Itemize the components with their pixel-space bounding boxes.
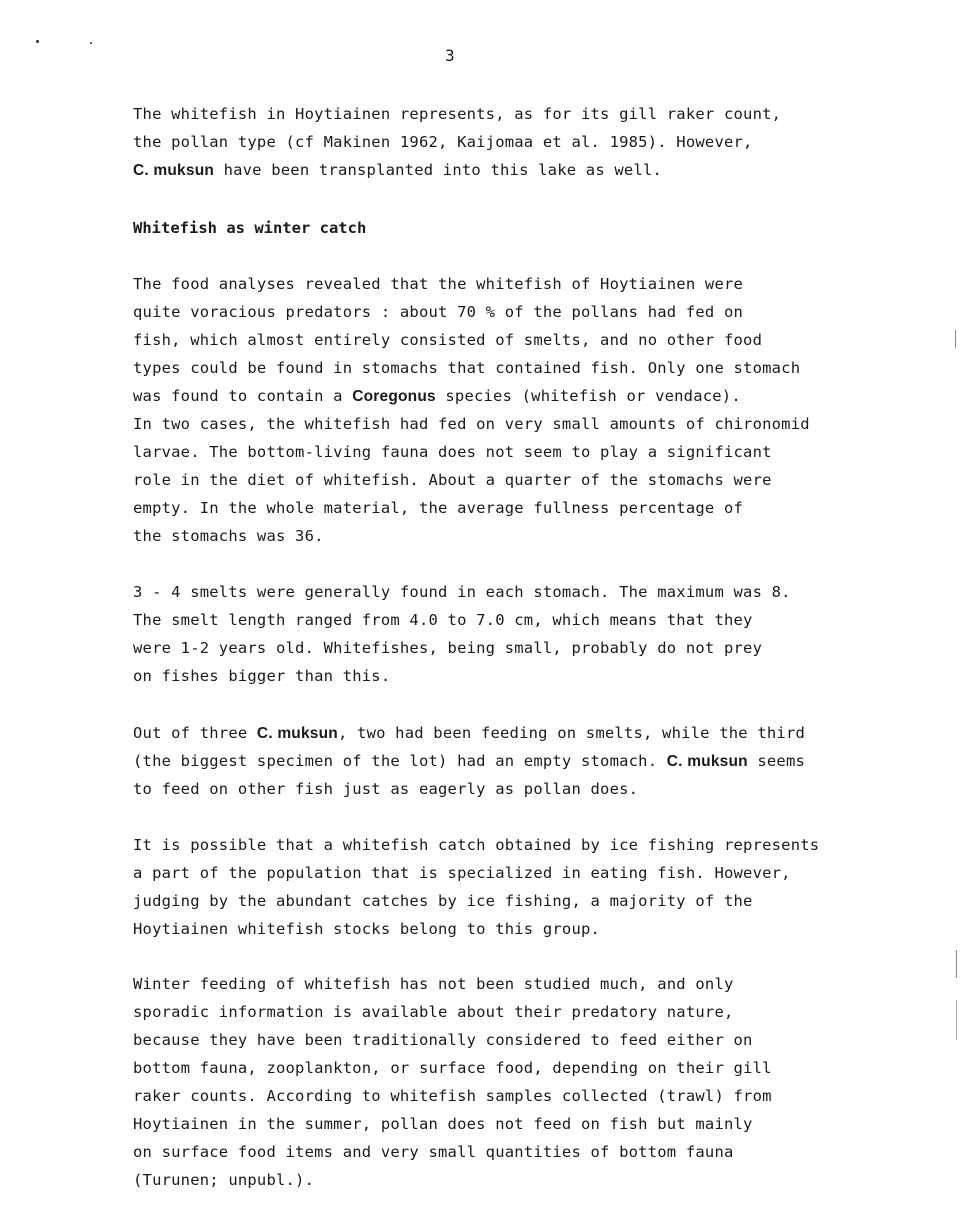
species-name: C. muksun (133, 162, 215, 179)
text-line (133, 494, 853, 522)
text-line (133, 522, 853, 550)
text-line (133, 1054, 853, 1082)
smelts-paragraph (133, 578, 853, 690)
text-run: The whitefish in Hoytiainen represents, as for its gill raker count, (133, 105, 782, 123)
text-run: It is possible that a whitefish catch obtained by ice fishing represents (133, 836, 820, 854)
text-run: quite voracious predators : about 70 % of the pollans had fed on (133, 303, 744, 321)
scan-speck (90, 42, 92, 44)
text-run: judging by the abundant catches by ice fishing, a majority of the (133, 892, 753, 910)
text-run: 3 - 4 smelts were generally found in each stomach. The maximum was 8. (133, 583, 791, 601)
text-run: Winter feeding of whitefish has not been studied much, and only (133, 975, 734, 993)
text-run: on surface food items and very small quantities of bottom fauna (133, 1143, 734, 1161)
scan-edge-line (956, 1000, 957, 1040)
text-run: types could be found in stomachs that contained fish. Only one stomach (133, 359, 801, 377)
text-run: The food analyses revealed that the whitefish of Hoytiainen were (133, 275, 744, 293)
text-line (133, 410, 853, 438)
winter-feeding-paragraph (133, 970, 853, 1194)
text-line (133, 100, 853, 128)
text-line (133, 719, 853, 747)
text-line (133, 270, 853, 298)
text-run: were 1-2 years old. Whitefishes, being small, probably do not prey (133, 639, 763, 657)
text-line (133, 775, 853, 803)
text-line (133, 747, 853, 775)
text-run: fish, which almost entirely consisted of smelts, and no other food (133, 331, 763, 349)
text-run: (the biggest specimen of the lot) had an empty stomach. (133, 752, 667, 770)
text-line (133, 128, 853, 156)
text-run: to feed on other fish just as eagerly as pollan does. (133, 780, 639, 798)
text-line (133, 915, 853, 943)
text-run: have been transplanted into this lake as well. (214, 161, 663, 179)
text-run: empty. In the whole material, the average fullness percentage of (133, 499, 744, 517)
text-line (133, 606, 853, 634)
text-run: the stomachs was 36. (133, 527, 324, 545)
text-run: , two had been feeding on smelts, while the third (337, 724, 806, 742)
ice-fishing-paragraph (133, 831, 853, 943)
text-line (133, 438, 853, 466)
text-run: was found to contain a (133, 387, 353, 405)
text-line (133, 156, 853, 184)
text-run: Out of three (133, 724, 257, 742)
text-run: Hoytiainen in the summer, pollan does not feed on fish but mainly (133, 1115, 753, 1133)
food-analysis-paragraph (133, 270, 853, 550)
text-line (133, 1026, 853, 1054)
text-run: bottom fauna, zooplankton, or surface food, depending on their gill (133, 1059, 772, 1077)
text-run: larvae. The bottom-living fauna does not seem to play a significant (133, 443, 772, 461)
text-run: raker counts. According to whitefish samples collected (trawl) from (133, 1087, 772, 1105)
text-run: Hoytiainen whitefish stocks belong to this group. (133, 920, 601, 938)
text-line (133, 578, 853, 606)
text-line (133, 831, 853, 859)
page-number: 3 (445, 46, 455, 65)
text-run: role in the diet of whitefish. About a quarter of the stomachs were (133, 471, 772, 489)
text-line (133, 998, 853, 1026)
text-run: (Turunen; unpubl.). (133, 1171, 315, 1189)
intro-paragraph (133, 100, 853, 184)
text-line (133, 634, 853, 662)
species-name: Coregonus (352, 388, 436, 405)
text-line (133, 859, 853, 887)
muksun-paragraph (133, 719, 853, 803)
scan-speck (36, 40, 39, 43)
text-run: seems (747, 752, 806, 770)
text-run: the pollan type (cf Makinen 1962, Kaijomaa et al. 1985). However, (133, 133, 753, 151)
text-line (133, 354, 853, 382)
text-run: on fishes bigger than this. (133, 667, 391, 685)
text-line (133, 382, 853, 410)
text-line (133, 970, 853, 998)
section-heading: Whitefish as winter catch (133, 219, 367, 237)
text-line (133, 326, 853, 354)
species-name: C. muksun (666, 753, 748, 770)
scan-edge-line (955, 330, 956, 348)
text-line (133, 1110, 853, 1138)
text-run: because they have been traditionally considered to feed either on (133, 1031, 753, 1049)
text-line (133, 298, 853, 326)
text-line (133, 466, 853, 494)
text-run: The smelt length ranged from 4.0 to 7.0 cm, which means that they (133, 611, 753, 629)
text-line (133, 1082, 853, 1110)
text-run: In two cases, the whitefish had fed on very small amounts of chironomid (133, 415, 810, 433)
text-line (133, 662, 853, 690)
text-line (133, 887, 853, 915)
text-run: species (whitefish or vendace). (435, 387, 741, 405)
text-line (133, 1138, 853, 1166)
text-run: sporadic information is available about their predatory nature, (133, 1003, 734, 1021)
text-run: a part of the population that is specialized in eating fish. However, (133, 864, 791, 882)
text-line (133, 1166, 853, 1194)
species-name: C. muksun (256, 725, 338, 742)
scan-edge-line (956, 950, 957, 978)
